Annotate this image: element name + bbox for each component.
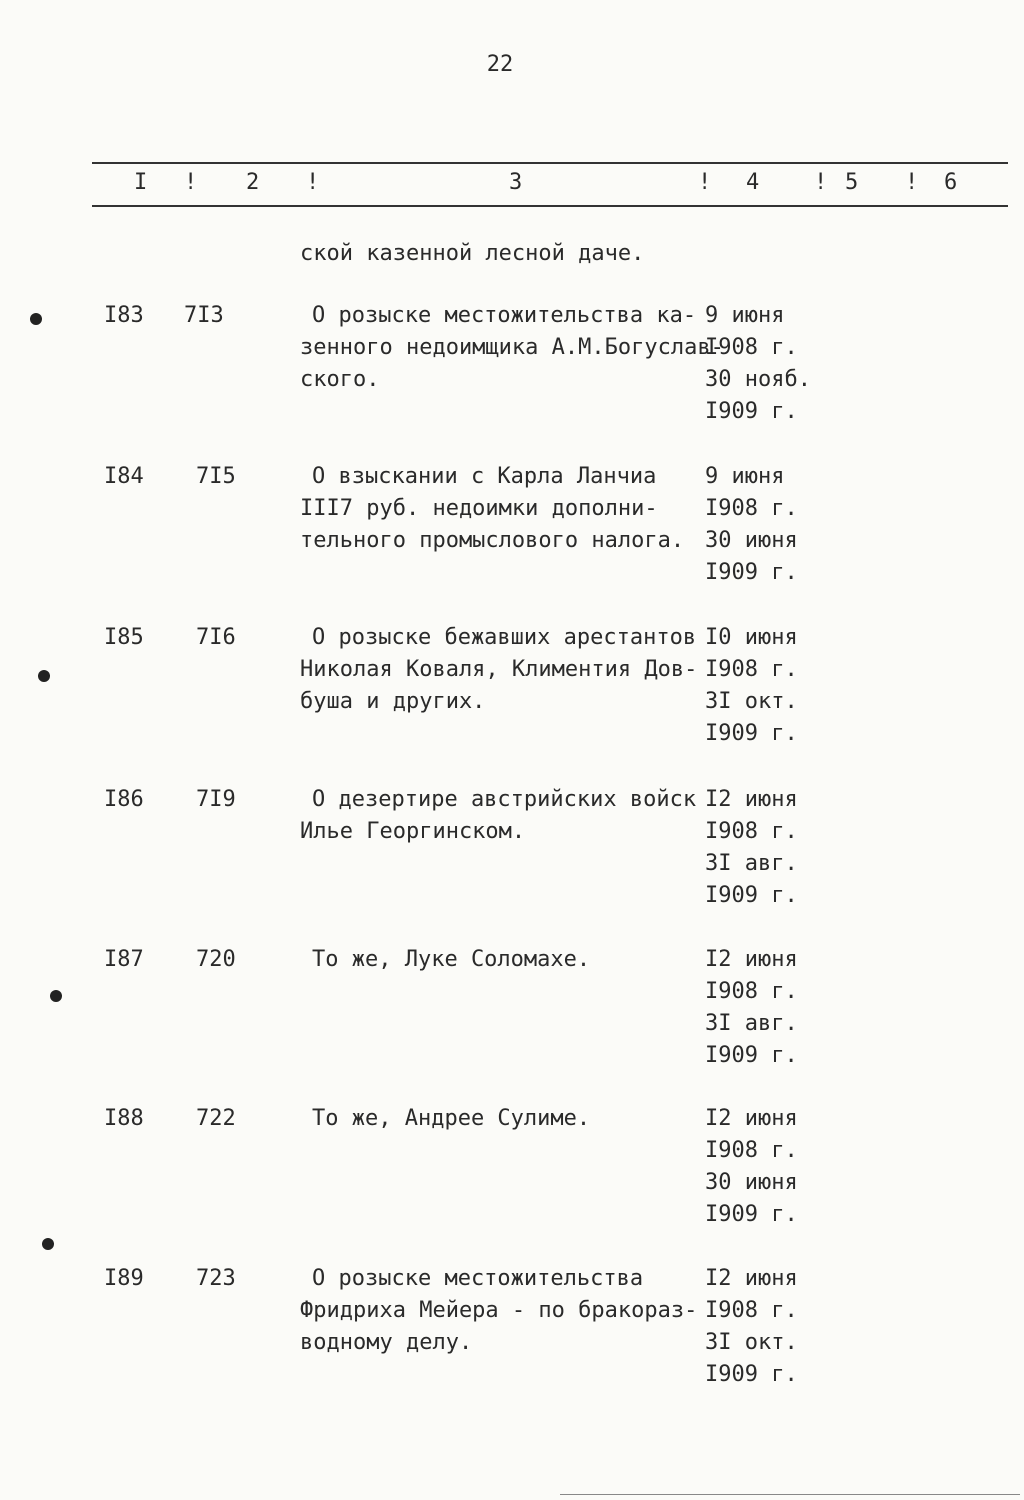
row-number: I87 xyxy=(104,947,144,972)
date-line: 9 июня xyxy=(705,303,785,328)
date-line: I909 г. xyxy=(705,721,798,746)
date-line: I908 г. xyxy=(705,657,798,682)
description-line: тельного промыслового налога. xyxy=(300,528,685,553)
date-line: 9 июня xyxy=(705,464,785,489)
file-number: 722 xyxy=(196,1106,236,1131)
header-separator: ! xyxy=(905,170,919,195)
header-col-3: 3 xyxy=(509,170,523,195)
description-line: Николая Коваля, Климентия Дов- xyxy=(300,657,698,682)
date-line: I908 г. xyxy=(705,979,798,1004)
continuation-text: ской казенной лесной даче. xyxy=(300,241,645,266)
file-number: 723 xyxy=(196,1266,236,1291)
date-line: I908 г. xyxy=(705,1138,798,1163)
file-number: 7I9 xyxy=(196,787,236,812)
date-line: 3I авг. xyxy=(705,851,798,876)
date-line: I909 г. xyxy=(705,1043,798,1068)
date-line: I908 г. xyxy=(705,819,798,844)
description-line: Фридриха Мейера - по бракораз- xyxy=(300,1298,698,1323)
header-col-6: 6 xyxy=(944,170,958,195)
page-number: 22 xyxy=(486,52,514,77)
date-line: 30 июня xyxy=(705,528,798,553)
row-number: I84 xyxy=(104,464,144,489)
file-number: 7I3 xyxy=(184,303,224,328)
date-line: I908 г. xyxy=(705,335,798,360)
description-line: буша и других. xyxy=(300,689,486,714)
header-separator: ! xyxy=(306,170,320,195)
description-line: III7 руб. недоимки дополни- xyxy=(300,496,658,521)
date-line: I909 г. xyxy=(705,1202,798,1227)
header-bottom-rule xyxy=(92,205,1008,207)
file-number: 7I6 xyxy=(196,625,236,650)
date-line: 3I окт. xyxy=(705,1330,798,1355)
header-top-rule xyxy=(92,162,1008,164)
header-col-5: 5 xyxy=(845,170,859,195)
description-line: водному делу. xyxy=(300,1330,473,1355)
date-line: I909 г. xyxy=(705,883,798,908)
date-line: 30 нояб. xyxy=(705,367,811,392)
date-line: I909 г. xyxy=(705,1362,798,1387)
date-line: 3I авг. xyxy=(705,1011,798,1036)
binding-hole-mark xyxy=(30,313,42,325)
date-line: I2 июня xyxy=(705,947,798,972)
file-number: 720 xyxy=(196,947,236,972)
date-line: I2 июня xyxy=(705,1106,798,1131)
binding-hole-mark xyxy=(50,990,62,1002)
binding-hole-mark xyxy=(42,1238,54,1250)
description-line: То же, Луке Соломахе. xyxy=(312,947,591,972)
row-number: I86 xyxy=(104,787,144,812)
description-line: О розыске бежавших арестантов xyxy=(312,625,697,650)
date-line: I909 г. xyxy=(705,399,798,424)
description-line: О розыске местожительства xyxy=(312,1266,644,1291)
date-line: I908 г. xyxy=(705,1298,798,1323)
header-separator: ! xyxy=(698,170,712,195)
row-number: I89 xyxy=(104,1266,144,1291)
description-line: О розыске местожительства ка- xyxy=(312,303,697,328)
row-number: I88 xyxy=(104,1106,144,1131)
date-line: I908 г. xyxy=(705,496,798,521)
page-bottom-edge xyxy=(560,1494,1020,1495)
description-line: зенного недоимщика А.М.Богуслав- xyxy=(300,335,724,360)
header-col-1: I xyxy=(134,170,148,195)
date-line: I909 г. xyxy=(705,560,798,585)
date-line: I0 июня xyxy=(705,625,798,650)
description-line: О дезертире австрийских войск xyxy=(312,787,697,812)
binding-hole-mark xyxy=(38,670,50,682)
header-separator: ! xyxy=(814,170,828,195)
description-line: Илье Георгинском. xyxy=(300,819,526,844)
header-col-4: 4 xyxy=(746,170,760,195)
date-line: 30 июня xyxy=(705,1170,798,1195)
date-line: I2 июня xyxy=(705,787,798,812)
date-line: 3I окт. xyxy=(705,689,798,714)
row-number: I85 xyxy=(104,625,144,650)
header-separator: ! xyxy=(184,170,198,195)
description-line: О взыскании с Карла Ланчиа xyxy=(312,464,657,489)
file-number: 7I5 xyxy=(196,464,236,489)
header-col-2: 2 xyxy=(246,170,260,195)
row-number: I83 xyxy=(104,303,144,328)
date-line: I2 июня xyxy=(705,1266,798,1291)
description-line: То же, Андрее Сулиме. xyxy=(312,1106,591,1131)
description-line: ского. xyxy=(300,367,380,392)
